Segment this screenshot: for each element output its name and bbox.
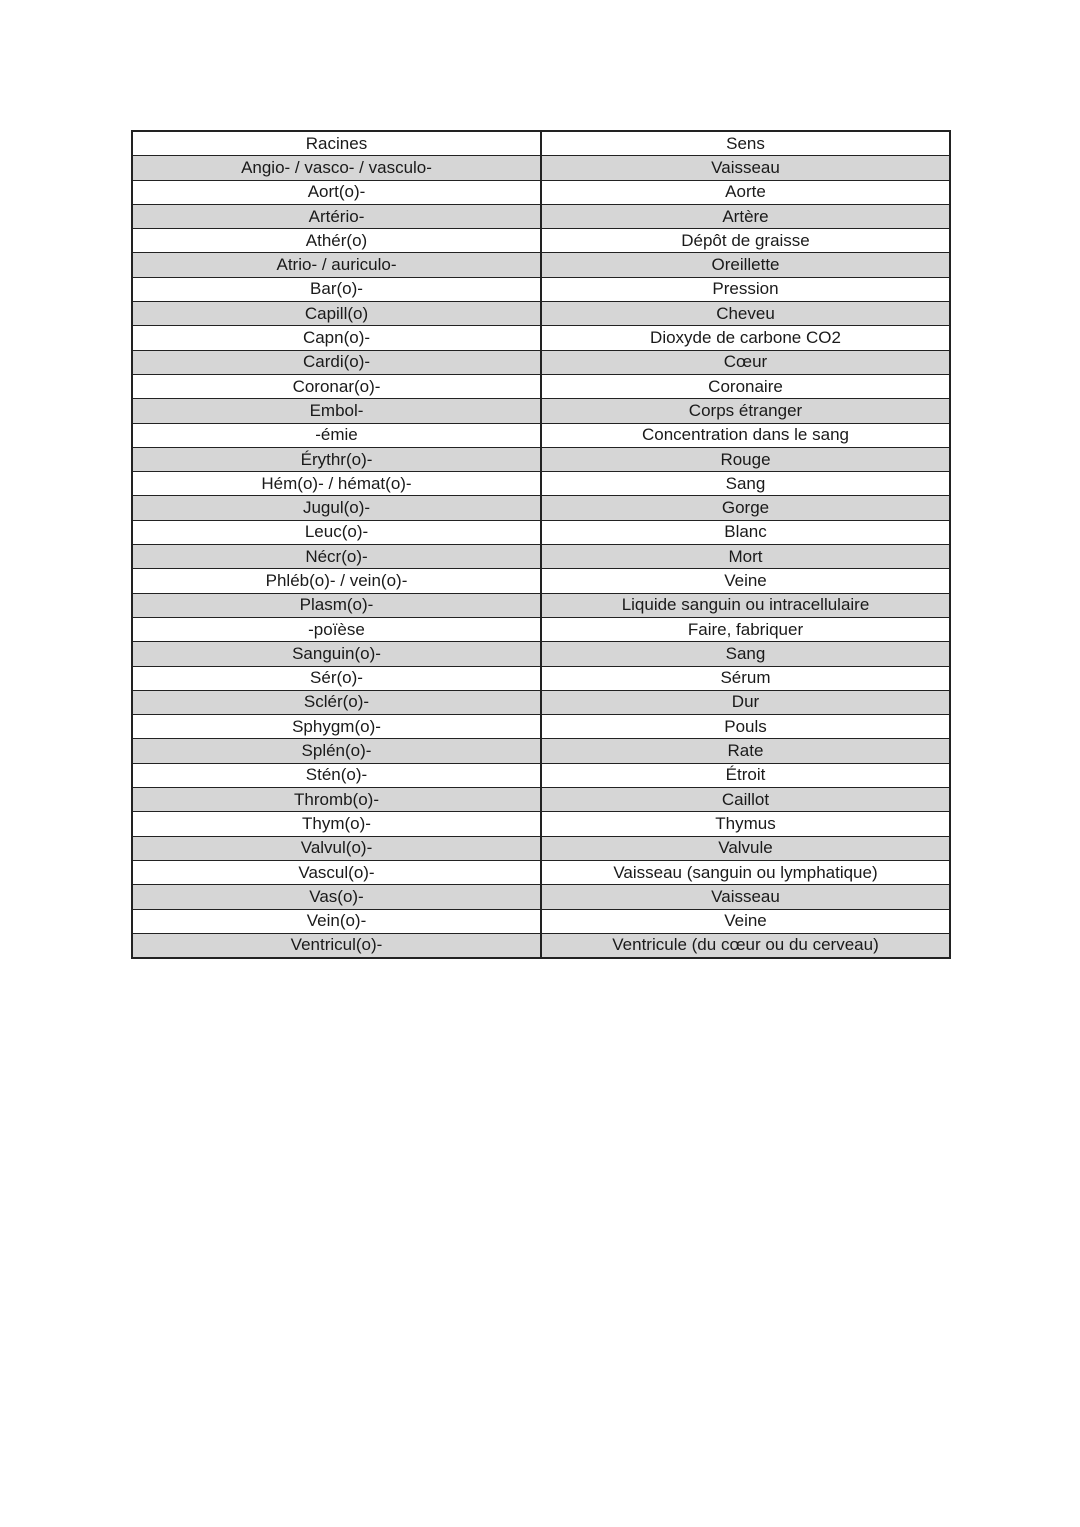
table-row <box>132 496 950 520</box>
meaning-cell: Gorge <box>541 496 950 520</box>
meaning-cell: Cœur <box>541 350 950 374</box>
table-row <box>132 399 950 423</box>
root-cell: Plasm(o)- <box>132 593 541 617</box>
root-cell: Phléb(o)- / vein(o)- <box>132 569 541 593</box>
table-row <box>132 617 950 641</box>
root-cell: Nécr(o)- <box>132 545 541 569</box>
table-row <box>132 715 950 739</box>
table-row <box>132 885 950 909</box>
root-cell: Cardi(o)- <box>132 350 541 374</box>
meaning-cell: Dur <box>541 690 950 714</box>
root-cell: Sanguin(o)- <box>132 642 541 666</box>
table-row <box>132 374 950 398</box>
root-cell: Érythr(o)- <box>132 447 541 471</box>
meaning-cell: Dépôt de graisse <box>541 229 950 253</box>
root-cell: Sclér(o)- <box>132 690 541 714</box>
table-row <box>132 739 950 763</box>
meaning-cell: Concentration dans le sang <box>541 423 950 447</box>
meaning-cell: Sang <box>541 642 950 666</box>
table-row <box>132 642 950 666</box>
root-cell: Sphygm(o)- <box>132 715 541 739</box>
table-row <box>132 423 950 447</box>
meaning-cell: Vaisseau (sanguin ou lymphatique) <box>541 860 950 884</box>
meaning-cell: Sang <box>541 472 950 496</box>
root-cell: Vas(o)- <box>132 885 541 909</box>
header-root: Racines <box>132 131 541 156</box>
root-cell: Splén(o)- <box>132 739 541 763</box>
root-cell: Valvul(o)- <box>132 836 541 860</box>
meaning-cell: Faire, fabriquer <box>541 617 950 641</box>
meaning-cell: Caillot <box>541 788 950 812</box>
root-cell: Atrio- / auriculo- <box>132 253 541 277</box>
root-cell: Leuc(o)- <box>132 520 541 544</box>
root-cell: Thym(o)- <box>132 812 541 836</box>
meaning-cell: Thymus <box>541 812 950 836</box>
table-row <box>132 302 950 326</box>
meaning-cell: Coronaire <box>541 374 950 398</box>
root-cell: Hém(o)- / hémat(o)- <box>132 472 541 496</box>
meaning-cell: Ventricule (du cœur ou du cerveau) <box>541 933 950 958</box>
root-cell: Vascul(o)- <box>132 860 541 884</box>
root-cell: Embol- <box>132 399 541 423</box>
meaning-cell: Valvule <box>541 836 950 860</box>
table-row <box>132 253 950 277</box>
meaning-cell: Vaisseau <box>541 156 950 180</box>
meaning-cell: Blanc <box>541 520 950 544</box>
table-row <box>132 447 950 471</box>
root-cell: Athér(o) <box>132 229 541 253</box>
meaning-cell: Pression <box>541 277 950 301</box>
table-row <box>132 229 950 253</box>
meaning-cell: Pouls <box>541 715 950 739</box>
meaning-cell: Cheveu <box>541 302 950 326</box>
meaning-cell: Rouge <box>541 447 950 471</box>
table-row <box>132 788 950 812</box>
meaning-cell: Aorte <box>541 180 950 204</box>
table-row <box>132 156 950 180</box>
table-header <box>132 131 950 156</box>
meaning-cell: Veine <box>541 569 950 593</box>
table-row <box>132 593 950 617</box>
root-cell: Thromb(o)- <box>132 788 541 812</box>
table-row <box>132 933 950 958</box>
meaning-cell: Dioxyde de carbone CO2 <box>541 326 950 350</box>
table-row <box>132 763 950 787</box>
table-row <box>132 812 950 836</box>
table-row <box>132 520 950 544</box>
header-row <box>132 131 950 156</box>
root-cell: Coronar(o)- <box>132 374 541 398</box>
table-row <box>132 690 950 714</box>
meaning-cell: Corps étranger <box>541 399 950 423</box>
table-row <box>132 472 950 496</box>
roots-table <box>131 130 951 959</box>
header-meaning: Sens <box>541 131 950 156</box>
meaning-cell: Oreillette <box>541 253 950 277</box>
meaning-cell: Liquide sanguin ou intracellulaire <box>541 593 950 617</box>
table-row <box>132 666 950 690</box>
table-row <box>132 350 950 374</box>
root-cell: Stén(o)- <box>132 763 541 787</box>
root-cell: Capn(o)- <box>132 326 541 350</box>
meaning-cell: Mort <box>541 545 950 569</box>
meaning-cell: Veine <box>541 909 950 933</box>
table-body <box>132 156 950 958</box>
meaning-cell: Artère <box>541 204 950 228</box>
root-cell: Capill(o) <box>132 302 541 326</box>
root-cell: -poïèse <box>132 617 541 641</box>
root-cell: -émie <box>132 423 541 447</box>
root-cell: Vein(o)- <box>132 909 541 933</box>
meaning-cell: Sérum <box>541 666 950 690</box>
table-row <box>132 204 950 228</box>
root-cell: Ventricul(o)- <box>132 933 541 958</box>
root-cell: Aort(o)- <box>132 180 541 204</box>
root-cell: Jugul(o)- <box>132 496 541 520</box>
table-row <box>132 545 950 569</box>
root-cell: Sér(o)- <box>132 666 541 690</box>
meaning-cell: Étroit <box>541 763 950 787</box>
root-cell: Artério- <box>132 204 541 228</box>
root-cell: Angio- / vasco- / vasculo- <box>132 156 541 180</box>
table-row <box>132 909 950 933</box>
table-row <box>132 836 950 860</box>
table-row <box>132 860 950 884</box>
meaning-cell: Vaisseau <box>541 885 950 909</box>
table-row <box>132 326 950 350</box>
table-row <box>132 277 950 301</box>
table-row <box>132 180 950 204</box>
root-cell: Bar(o)- <box>132 277 541 301</box>
meaning-cell: Rate <box>541 739 950 763</box>
table-row <box>132 569 950 593</box>
